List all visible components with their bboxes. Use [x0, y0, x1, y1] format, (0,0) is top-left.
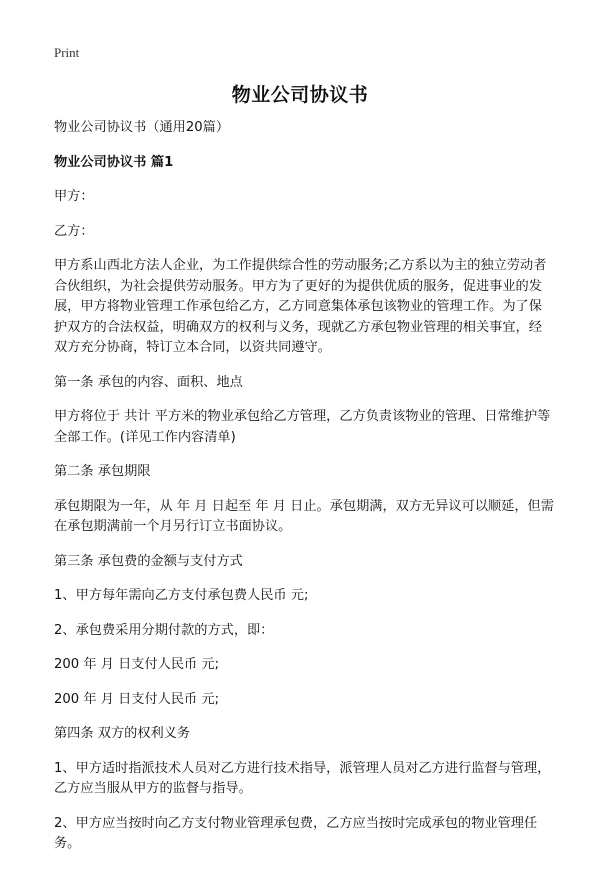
article-3-payment-2: 200 年 月 日支付人民币 元; [54, 691, 220, 707]
intro-paragraph: 甲方系山西北方法人企业，为工作提供综合性的劳动服务;乙方系以为主的独立劳动者合伙组织，为社会提供劳动服务。甲方为了更好的为提供优质的服务，促进事业的发展，甲方将物业管理工作承包给乙方，乙方同意集体承包该物业的管理工作。为了保护双方的合法权益，明确双方的权利与义务，现就乙方承包物业管理的相关事宜，经双方充分协商，特订立本合同，以资共同遵守。 [54, 258, 547, 355]
article-3-title: 第三条 承包费的金额与支付方式 [54, 553, 243, 569]
document-subtitle: 物业公司协议书（通用20篇） [54, 120, 230, 135]
party-a-line: 甲方： [54, 189, 94, 204]
article-4-item-1: 1、甲方适时指派技术人员对乙方进行技术指导，派管理人员对乙方进行监督与管理，乙方应当服从甲方的监督与指导。 [54, 760, 551, 796]
page-title: 物业公司协议书 [231, 84, 369, 106]
section-heading: 物业公司协议书 篇1 [54, 154, 174, 170]
article-3-item-2: 2、承包费采用分期付款的方式，即： [54, 622, 274, 638]
article-4-item-2: 2、甲方应当按时向乙方支付物业管理承包费，乙方应当按时完成承包的物业管理任务。 [54, 815, 538, 851]
document-body [54, 118, 554, 869]
print-link[interactable]: Print [54, 45, 80, 60]
article-4-title: 第四条 双方的权利义务 [54, 726, 191, 741]
article-3-item-1: 1、甲方每年需向乙方支付承包费人民币 元; [54, 588, 309, 603]
party-b-line: 乙方： [54, 223, 94, 239]
article-2-title: 第二条 承包期限 [54, 464, 151, 479]
article-1-title: 第一条 承包的内容、面积、地点 [54, 374, 243, 390]
article-1-body: 甲方将位于 共计 平方米的物业承包给乙方管理，乙方负责该物业的管理、日常维护等全部工作。(详见工作内容清单) [54, 409, 551, 445]
article-2-body: 承包期限为一年，从 年 月 日起至 年 月 日止。承包期满，双方无异议可以顺延，但需在承包期满前一个月另行订立书面协议。 [54, 498, 554, 534]
article-3-payment-1: 200 年 月 日支付人民币 元; [54, 657, 220, 672]
